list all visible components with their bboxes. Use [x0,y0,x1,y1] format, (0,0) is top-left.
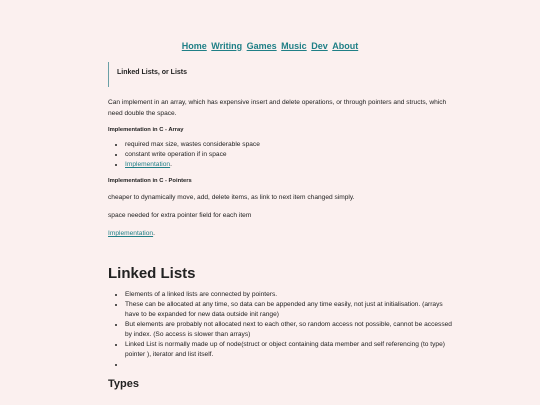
callout-box [108,62,458,87]
site-nav [0,41,540,51]
list-item: • These can be allocated at any time, so data can be appended any time easily, not just at initialisation. (arrays have to be expanded for new data outside init range) [125,300,458,320]
nav-link-music[interactable]: Music [281,41,307,51]
linked-lists-heading: Linked Lists [108,265,196,282]
nav-link-writing[interactable]: Writing [211,41,243,51]
pointer-link-paragraph [108,228,458,239]
array-bullet-list [108,140,458,170]
pointer-paragraph-2: space needed for extra pointer field for each item [108,212,252,219]
nav-link-games[interactable]: Games [246,41,277,51]
callout-title: Linked Lists, or Lists [117,69,188,76]
intro-paragraph: Can implement in an array, which has expensive insert and delete operations, or through pointers and structs, which need double the space. [108,99,447,117]
list-item [125,360,458,370]
list-item: • But elements are probably not allocated next to each other, so random access not possible, cannot be accessed by index. (So access is slower than arrays) [125,320,458,340]
list-item: • constant write operation if in space [125,150,458,160]
types-heading: Types [108,378,139,390]
pointer-paragraph-1: cheaper to dynamically move, add, delete items, as link to next item changed simply. [108,194,355,201]
pointer-section-heading: Implementation in C - Pointers [108,178,192,184]
list-item [125,160,458,170]
linked-lists-bullet-list [108,290,458,370]
article-content [108,62,458,390]
list-item: • Linked List is normally made up of node(struct or object containing data member and self referencing (to type) pointer ), iterator and list itself. [125,340,458,360]
nav-link-about[interactable]: About [332,41,359,51]
nav-link-home[interactable]: Home [181,41,207,51]
array-section-heading: Implementation in C - Array [108,127,184,133]
list-item: • Elements of a linked lists are connected by pointers. [125,290,458,300]
nav-link-dev[interactable]: Dev [311,41,328,51]
link-suffix: . [170,161,172,168]
list-item: • required max size, wastes considerable space [125,140,458,150]
link-suffix: . [153,230,155,237]
array-implementation-link[interactable]: Implementation [125,161,171,168]
pointer-implementation-link[interactable]: Implementation [108,230,154,237]
